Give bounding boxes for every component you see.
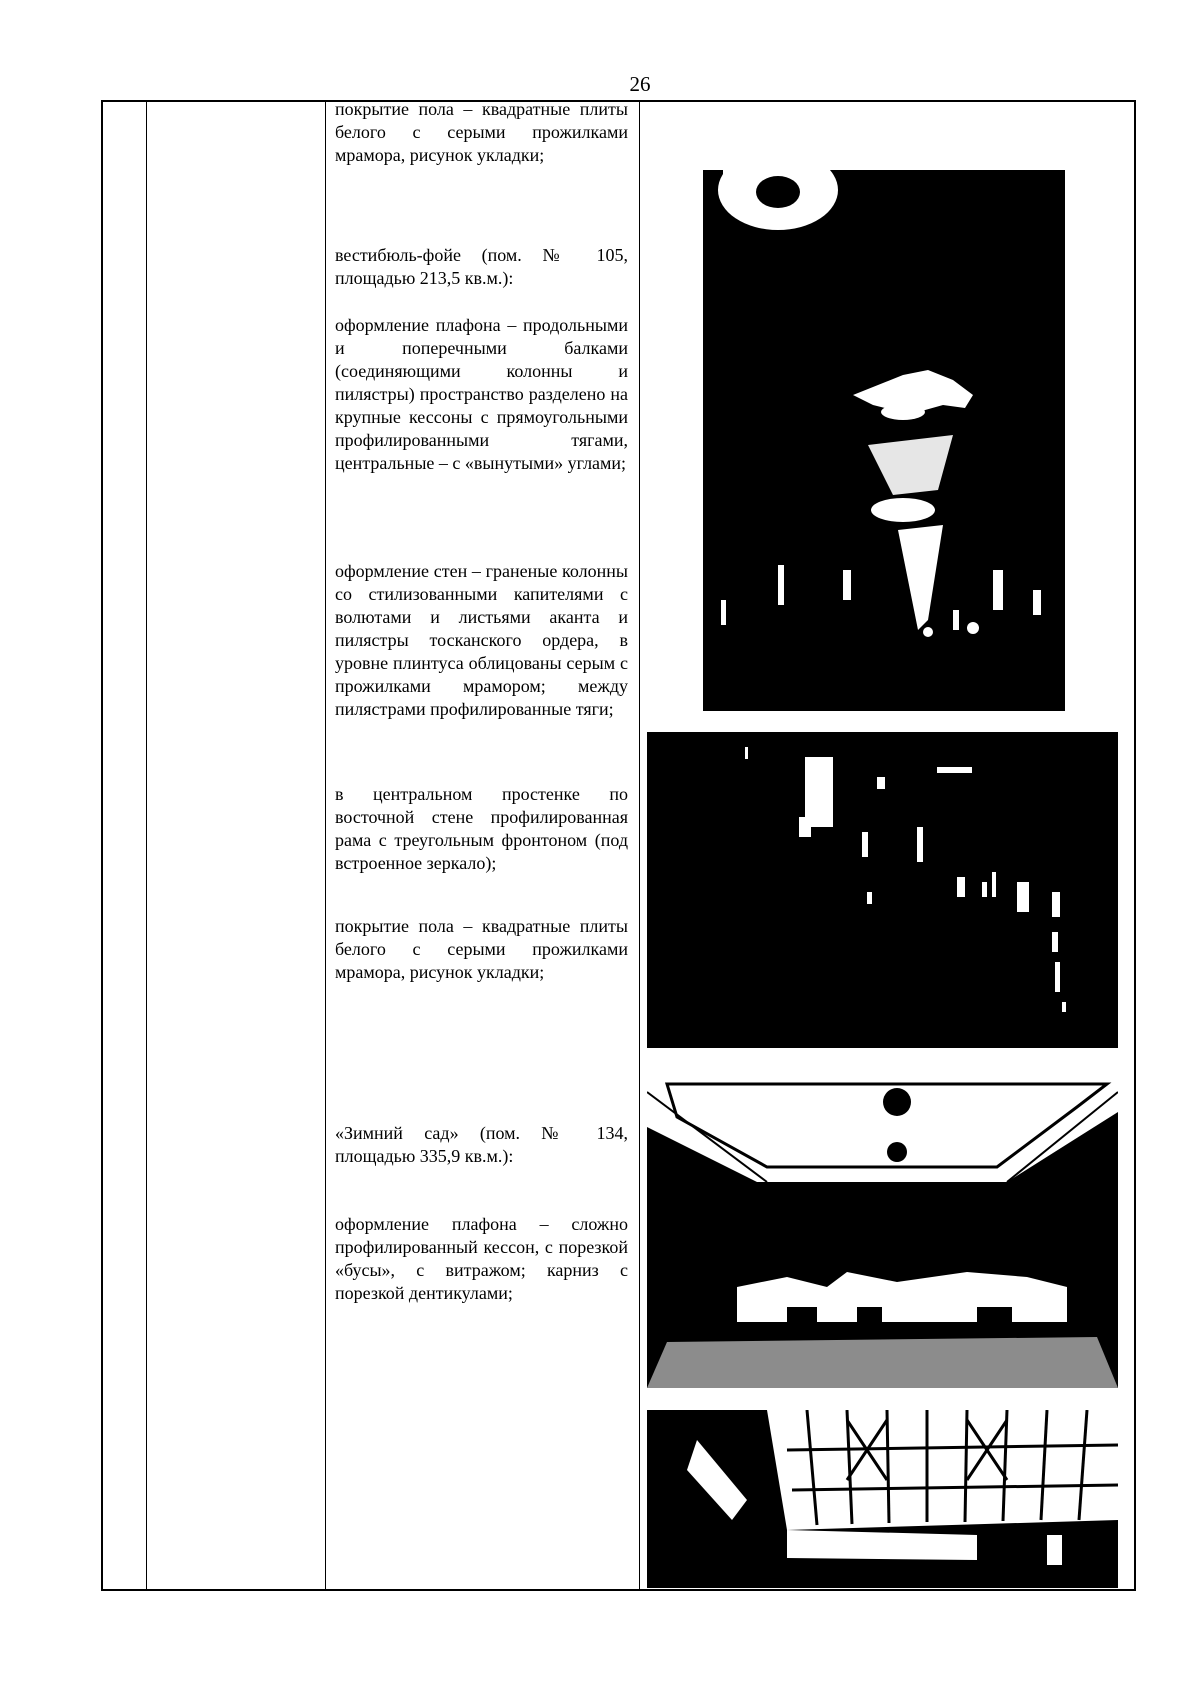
floor-covering-paragraph-1: покрытие пола – квадратные плиты белого с серыми прожилками мрамора, рисунок укладки; (335, 99, 628, 165)
winter-garden-ceiling-photo (647, 1072, 1118, 1388)
chandelier-photo (703, 170, 1065, 711)
vestibule-columns-photo (647, 732, 1118, 1048)
floor-covering-paragraph-2: покрытие пола – квадратные плиты белого с серыми прожилками мрамора, рисунок укладки; (335, 916, 628, 982)
winter-garden-skylight-photo (647, 1410, 1118, 1588)
ceiling-design-paragraph: оформление плафона – продольными и поперечными балками (соединяющими колонны и пилястры) пространство разделено на крупные кессоны с прямоугольными профилированными тягами, центральные – с «вынутыми» углами; (335, 315, 628, 473)
column-divider-2 (325, 100, 326, 1591)
room-134-heading: «Зимний сад» (пом. № 134, площадью 335,9 кв.м.): (335, 1123, 628, 1166)
column-divider-3 (639, 100, 640, 1591)
winter-garden-ceiling-paragraph: оформление плафона – сложно профилированный кессон, с порезкой «бусы», с витражом; карниз с порезкой дентикулами; (335, 1214, 628, 1303)
page-number: 26 (629, 72, 651, 96)
walls-design-paragraph: оформление стен – граненые колонны со стилизованными капителями с волютами и листьями аканта и пилястры тосканского ордера, в уровне плинтуса облицованы серым с прожилками мрамором; между пилястрами профилированные тяги; (335, 561, 628, 719)
mirror-frame-paragraph: в центральном простенке по восточной стене профилированная рама с треугольным фронтоном (под встроенное зеркало); (335, 784, 628, 873)
column-divider-1 (146, 100, 147, 1591)
table-bottom-rule (101, 1589, 1136, 1591)
room-105-heading: вестибюль-фойе (пом. № 105, площадью 213,5 кв.м.): (335, 245, 628, 288)
